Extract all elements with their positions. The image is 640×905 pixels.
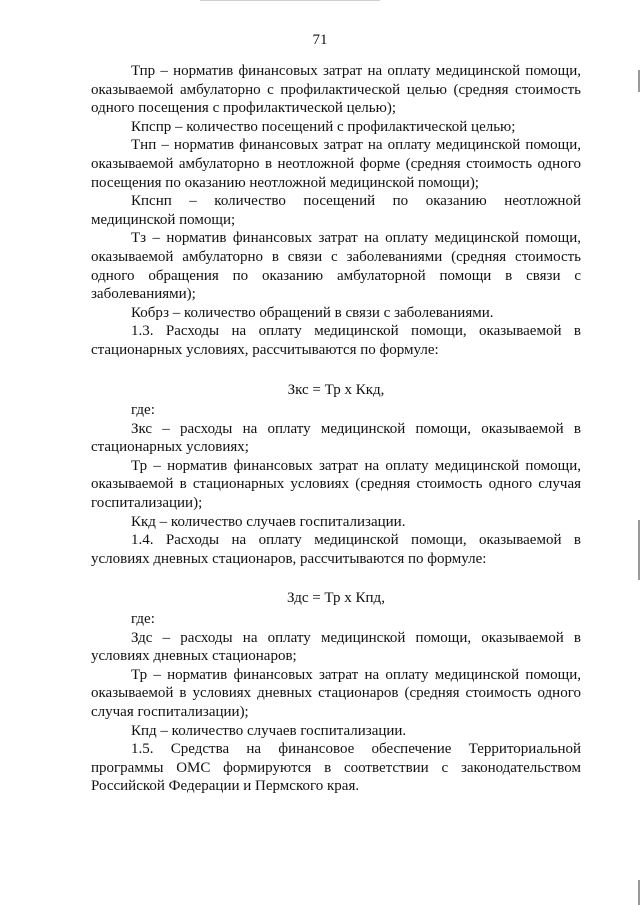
where-label: где: [131,611,155,628]
paragraph: Кпснп – количество посещений по оказанию неотложной медицинской помощи; [91,193,581,228]
where-label: где: [131,402,155,419]
formula: Зкс = Тр х Ккд, [287,381,385,398]
paragraph: Тнп – норматив финансовых затрат на оплату медицинской помощи, оказываемой амбулаторно в неотложной форме (средняя стоимость одного посещения по оказанию неотложной медицинской помощи); [91,137,581,191]
section-paragraph: 1.4. Расходы на оплату медицинской помощи, оказываемой в условиях дневных стационаров, рассчитываются по формуле: [91,532,581,567]
section-paragraph: 1.3. Расходы на оплату медицинской помощи, оказываемой в стационарных условиях, рассчитываются по формуле: [91,323,581,358]
paragraph: Кобрз – количество обращений в связи с заболеваниями. [131,304,494,321]
paragraph: Тр – норматив финансовых затрат на оплату медицинской помощи, оказываемой в условиях дневных стационаров (средняя стоимость одного случая госпитализации); [91,666,581,720]
section-paragraph: 1.5. Средства на финансовое обеспечение Территориальной программы ОМС формируются в соответствии с законодательством Российской Федерации и Пермского края. [91,741,581,795]
paragraph: Кпспр – количество посещений с профилактической целью; [131,118,516,135]
scan-top-edge [200,0,380,1]
document-body [91,62,581,796]
paragraph: Тз – норматив финансовых затрат на оплату медицинской помощи, оказываемой амбулаторно в связи с заболеваниями (средняя стоимость одного обращения по оказанию амбулаторной помощи в связи с заболеваниями); [91,230,581,303]
paragraph: Зкс – расходы на оплату медицинской помощи, оказываемой в стационарных условиях; [91,420,581,456]
page-number: 71 [312,32,328,48]
paragraph: Ккд – количество случаев госпитализации. [131,513,406,530]
formula: Здс = Тр х Кпд, [287,590,385,607]
paragraph: Здс – расходы на оплату медицинской помощи, оказываемой в условиях дневных стационаров; [91,629,581,665]
paragraph: Кпд – количество случаев госпитализации. [131,722,407,739]
paragraph: Тпр – норматив финансовых затрат на оплату медицинской помощи, оказываемой амбулаторно с профилактической целью (средняя стоимость одного посещения с профилактической целью); [91,63,581,117]
paragraph: Тр – норматив финансовых затрат на оплату медицинской помощи, оказываемой в стационарных условиях (средняя стоимость одного случая госпитализации); [91,457,581,512]
